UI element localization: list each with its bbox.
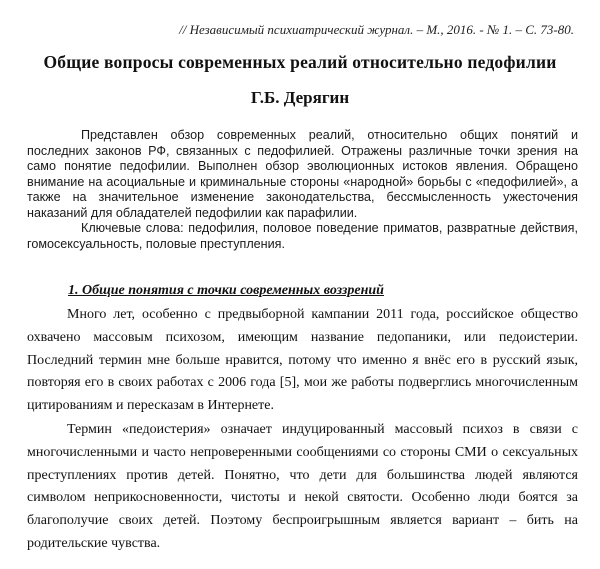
section-heading: 1. Общие понятия с точки современных воззрений xyxy=(68,283,384,298)
body-paragraph: Термин «педоистерия» означает индуцированный массовый психоз в связи с многочисленными и часто непроверенными сообщениями со стороны СМИ о сексуальных преступлениях против детей. Понятно, что дети для большинства людей являются символом неприкосновенности, чистоты и некой святости. Особенно люди боятся за благополучие своих детей. Поэтому беспроигрышным является вариант – бить на родительские чувства. xyxy=(27,421,578,551)
abstract xyxy=(27,128,578,252)
body-paragraph: Много лет, особенно с предвыборной кампании 2011 года, российское общество охвачено массовым психозом, имеющим название педопаники, или педоистерии. Последний термин мне больше нравится, потому что именно я внёс его в русский язык, повторяя его в своих работах с 2006 года [5], мои же работы подверглись многочисленным цитированиям и пересказам в Интернете. xyxy=(27,307,578,414)
article-author: Г.Б. Дерягин xyxy=(250,88,350,107)
abstract-paragraph: Представлен обзор современных реалий, относительно общих понятий и последних законов РФ, связанных с педофилией. Отражены различные точки зрения на само понятие педофилии. Выполнен обзор эволюционных истоков явления. Обращено внимание на асоциальные и криминальные стороны «народной» борьбы с «педофилией», а также на значительное изменение законодательства, бессмысленность ужесточения наказаний для обладателей педофилии как парафилии. xyxy=(27,128,578,220)
journal-citation: // Независимый психиатрический журнал. – М., 2016. - № 1. – С. 73-80. xyxy=(179,22,574,37)
section-body xyxy=(27,304,578,556)
article-title: Общие вопросы современных реалий относительно педофилии xyxy=(43,52,557,72)
keywords: Ключевые слова: педофилия, половое поведение приматов, развратные действия, гомосексуальность, половые преступления. xyxy=(27,221,578,251)
